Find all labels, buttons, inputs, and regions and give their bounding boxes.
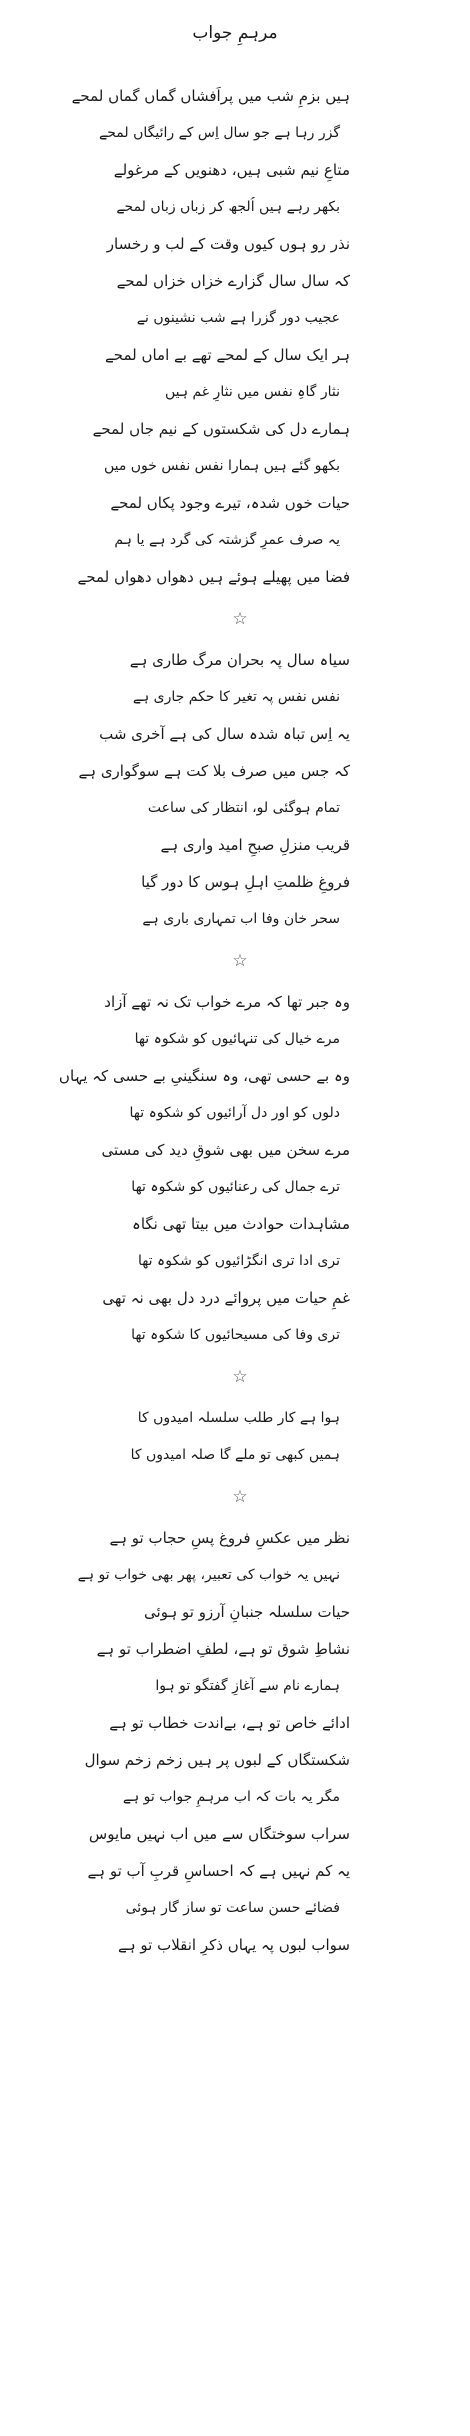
- verse-line: ادائے خاص تو ہے، بےاندت خطاب تو ہے: [109, 1714, 350, 1732]
- verse-line: ترے جمال کی رعنائیوں کو شکوہ تھا: [131, 1179, 340, 1195]
- verse-line: نظر میں عکسِ فروغ پسِ حجاب تو ہے: [109, 1529, 350, 1547]
- verse-line: فروغِ ظلمتِ اہلِ ہوس کا دور گیا: [141, 873, 350, 891]
- star-divider-icon: ☆: [232, 609, 248, 629]
- verse-line: متاعِ نیم شبی ہیں، دھنویں کے مرغولے: [113, 161, 350, 179]
- verse-line: بکھر رہے ہیں اُلجھ کر زباں زباں لمحے: [116, 199, 340, 215]
- verse-line: کہ سال سال گزارے خزاں خزاں لمحے: [116, 272, 350, 290]
- star-divider-icon: ☆: [232, 951, 248, 971]
- verse-line: سیاہ سال پہ بحران مرگ طاری ہے: [129, 651, 350, 669]
- verse-line: نہیں یہ خواب کی تعبیر، پھر بھی خواب تو ہے: [77, 1567, 340, 1583]
- verse-line: ہر ایک سال کے لمحے تھے بے اماں لمحے: [104, 346, 350, 364]
- verse-line: یہ کم نہیں ہے کہ احساسِ قربِ آب تو ہے: [87, 1862, 350, 1880]
- verse-line: ہمارے نام سے آغازِ گفتگو تو ہوا: [155, 1678, 340, 1694]
- verse-line: نفس نفس پہ تغیر کا حکم جاری ہے: [132, 689, 340, 705]
- verse-line: فضا میں پھیلے ہوئے ہیں دھواں دھواں لمحے: [77, 568, 350, 586]
- poem-body: [0, 86, 470, 1972]
- verse-line: سراب سوختگاں سے میں اب نہیں مایوس: [88, 1825, 350, 1843]
- verse-line: حیات خوں شدہ، تیرے وجود پکاں لمحے: [110, 494, 350, 512]
- poem-title: مرہمِ جواب: [192, 23, 278, 43]
- verse-line: نثار گاہِ نفس میں نثارِ غم ہیں: [164, 384, 340, 400]
- stanza: [0, 1408, 470, 1482]
- stanza: [0, 650, 470, 946]
- verse-line: مرے خیال کی تنہائیوں کو شکوہ تھا: [134, 1031, 340, 1047]
- verse-line: نذر رو ہوں کیوں وقت کے لب و رخسار: [106, 235, 350, 253]
- verse-line: یہ صرف عمرِ گزشتہ کی گرد ہے یا ہم: [114, 532, 340, 548]
- verse-line: بکھو گئے ہیں ہمارا نفس نفس خوں میں: [103, 458, 340, 474]
- verse-line: ہیں بزمِ شب میں پراَفشاں گماں گماں لمحے: [71, 87, 350, 105]
- verse-line: ہمارے دل کی شکستوں کے نیم جاں لمحے: [92, 420, 350, 438]
- verse-line: تری وفا کی مسیحائیوں کا شکوہ تھا: [131, 1327, 340, 1343]
- verse-line: فضائے حسن ساعت تو ساز گار ہوئی: [125, 1900, 340, 1916]
- verse-line: یہ اِس تباہ شدہ سال کی ہے آخری شب: [99, 725, 350, 743]
- verse-line: سواب لبوں پہ یہاں ذکرِ انقلاب تو ہے: [118, 1936, 350, 1954]
- stanza: [0, 992, 470, 1362]
- verse-line: نشاطِ شوق تو ہے، لطفِ اضطراب تو ہے: [96, 1640, 350, 1658]
- verse-line: ہوا ہے کار طلب سلسلہ امیدوں کا: [137, 1410, 340, 1426]
- verse-line: وہ بے حسی تھی، وہ سنگینیِ بے حسی کہ یہاں: [58, 1067, 350, 1085]
- verse-line: تمام ہوگئی لو، انتظار کی ساعت: [147, 800, 340, 816]
- verse-line: قریب منزلِ صبحِ امید واری ہے: [160, 836, 350, 854]
- stanza: [0, 86, 470, 604]
- verse-line: کہ جس میں صرف بلا کت ہے سوگواری ہے: [78, 762, 350, 780]
- verse-line: حیات سلسلہ جنبانِ آرزو تو ہوئی: [144, 1603, 350, 1621]
- star-divider-icon: ☆: [232, 1487, 248, 1507]
- verse-line: مرے سخن میں بھی شوقِ دید کی مستی: [101, 1141, 350, 1159]
- star-divider-icon: ☆: [232, 1367, 248, 1387]
- verse-line: وہ جبر تھا کہ مرے خواب تک نہ تھے آزاد: [104, 993, 350, 1011]
- verse-line: تری ادا تری انگڑائیوں کو شکوہ تھا: [137, 1253, 340, 1269]
- verse-line: مشاہدات حوادث میں بیتا تھی نگاہ: [132, 1215, 350, 1233]
- stanza: [0, 1528, 470, 1972]
- verse-line: شکستگاں کے لبوں پر ہیں زخم زخم سوال: [84, 1751, 350, 1769]
- verse-line: عجیب دور گزرا ہے شب نشینوں نے: [136, 310, 340, 326]
- verse-line: ہمیں کبھی تو ملے گا صلہ امیدوں کا: [130, 1447, 340, 1463]
- verse-line: دلوں کو اور دل آرائیوں کو شکوہ تھا: [129, 1105, 340, 1121]
- verse-line: غمِ حیات میں پروائے درد دل بھی نہ تھی: [102, 1289, 350, 1307]
- verse-line: گزر رہا ہے جو سال اِس کے رائیگاں لمحے: [99, 125, 340, 141]
- verse-line: سحر خان وفا اب تمہاری باری ہے: [142, 911, 340, 927]
- verse-line: مگر یہ بات کہ اب مرہمِ جواب تو ہے: [122, 1789, 340, 1805]
